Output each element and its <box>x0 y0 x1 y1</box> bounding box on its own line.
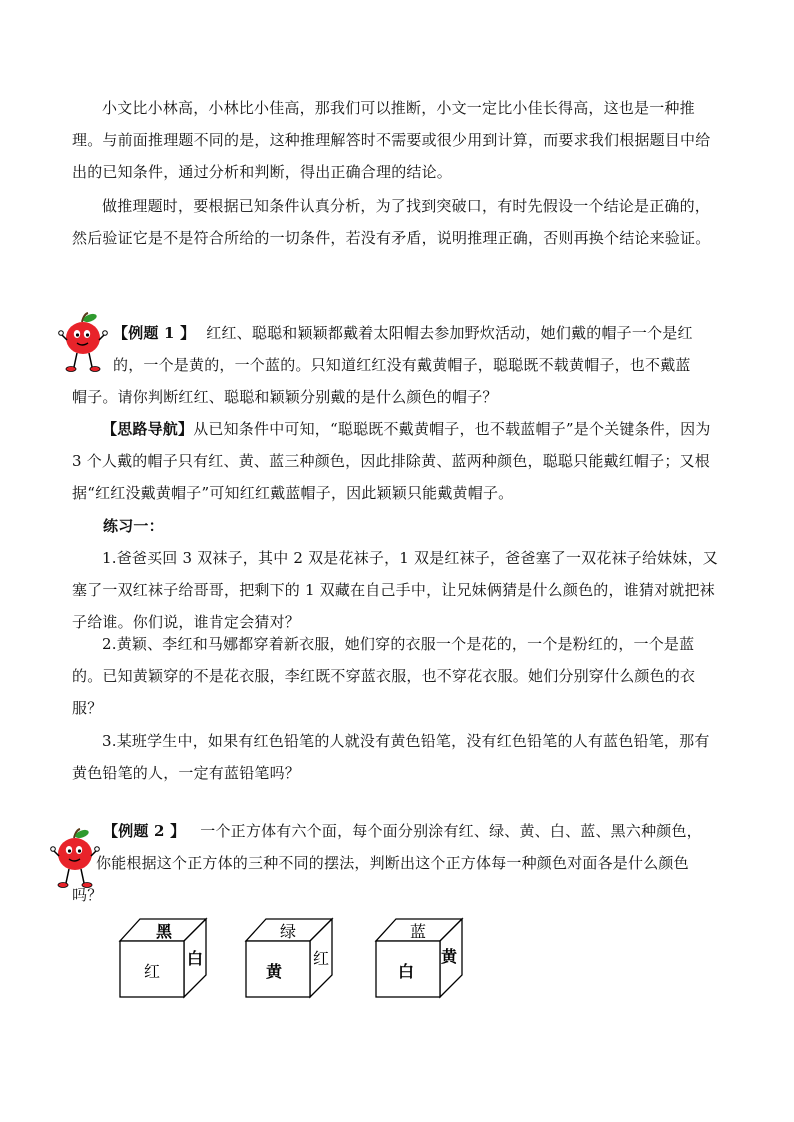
practice-question-1: 1.爸爸买回 3 双袜子，其中 2 双是花袜子，1 双是红袜子，爸爸塞了一双花袜子给妹妹，又塞了一双红袜子给哥哥，把剩下的 1 双藏在自己手中，让兄妹俩猜是什么颜色的，谁猜对就把袜子给谁。你们说，谁肯定会猜对？ <box>72 549 718 631</box>
example2-line2: 你能根据这个正方体的三种不同的摆法，判断出这个正方体每一种颜色对面各是什么颜色 <box>96 854 689 872</box>
example1-line1-row <box>113 317 733 349</box>
cube-3 <box>374 917 474 999</box>
intro-paragraph-2: 做推理题时，要根据已知条件认真分析，为了找到突破口，有时先假设一个结论是正确的，然后验证它是不是符合所给的一切条件，若没有矛盾，说明推理正确，否则再换个结论来验证。 <box>72 197 711 247</box>
cube-1-top-label: 黑 <box>155 922 173 941</box>
example2-line1: 一个正方体有六个面，每个面分别涂有红、绿、黄、白、蓝、黑六种颜色， <box>200 822 702 840</box>
cube-1 <box>118 917 218 999</box>
guide-text: 从已知条件中可知，“聪聪既不戴黄帽子，也不载蓝帽子”是个关键条件，因为 3 个人戴的帽子只有红、黄、蓝三种颜色，因此排除黄、蓝两种颜色，聪聪只能戴红帽子；又根据“红红没戴黄帽子”可知红红戴蓝帽子，因此颖颖只能戴黄帽子。 <box>72 420 711 502</box>
intro-paragraph-1: 小文比小林高，小林比小佳高，那我们可以推断，小文一定比小佳长得高，这也是一种推理。与前面推理题不同的是，这种推理解答时不需要或很少用到计算，而要求我们根据题目中给出的已知条件，通过分析和判断，得出正确合理的结论。 <box>72 99 711 181</box>
guide-paragraph <box>72 413 722 509</box>
example2-line1-row <box>103 815 733 847</box>
example1-line3: 帽子。请你判断红红、聪聪和颖颖分别戴的是什么颜色的帽子？ <box>72 388 498 406</box>
cube-1-front-label: 红 <box>143 962 161 981</box>
practice-question-3: 3.某班学生中，如果有红色铅笔的人就没有黄色铅笔，没有红色铅笔的人有蓝色铅笔，那有黄色铅笔的人，一定有蓝铅笔吗？ <box>72 732 710 782</box>
cube-2 <box>244 917 344 999</box>
cube-2-side-label: 红 <box>312 949 330 968</box>
practice-title: 练习一： <box>103 517 164 535</box>
example1-line1: 红红、聪聪和颖颖都戴着太阳帽去参加野炊活动，她们戴的帽子一个是红 <box>206 324 693 342</box>
example1-line2: 的，一个是黄的，一个蓝的。只知道红红没有戴黄帽子，聪聪既不载黄帽子，也不戴蓝 <box>113 356 691 374</box>
cube-3-side-label: 黄 <box>440 947 458 966</box>
cube-2-front-label: 黄 <box>265 962 283 981</box>
example2-line3: 吗？ <box>72 886 103 904</box>
cube-2-top-label: 绿 <box>279 922 297 941</box>
cube-3-front-label: 白 <box>397 962 415 981</box>
practice-question-2: 2.黄颖、李红和马娜都穿着新衣服，她们穿的衣服一个是花的，一个是粉红的，一个是蓝的。已知黄颖穿的不是花衣服，李红既不穿蓝衣服，也不穿花衣服。她们分别穿什么颜色的衣服？ <box>72 635 696 717</box>
guide-label: 【思路导航】 <box>102 420 194 438</box>
example1-label: 【例题 1 】 <box>113 324 196 342</box>
cube-1-side-label: 白 <box>186 949 204 968</box>
example2-label: 【例题 2 】 <box>103 822 186 840</box>
cube-3-top-label: 蓝 <box>409 922 427 941</box>
apple-mascot-icon <box>58 312 108 378</box>
